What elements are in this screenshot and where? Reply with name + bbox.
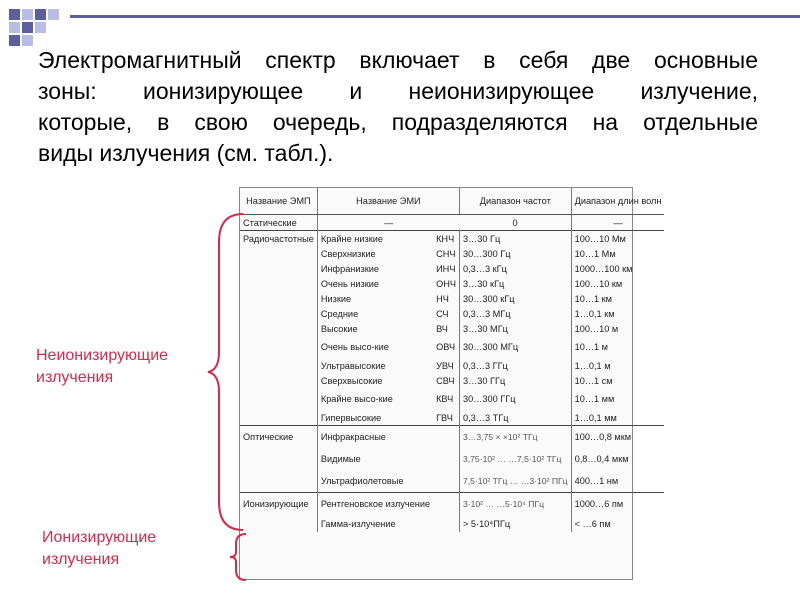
row-wavelength-range: 1000…100 км bbox=[574, 263, 633, 274]
row-emi-name: Сверхнизкие bbox=[320, 248, 376, 259]
row-frequency-range: 3…30 Гц bbox=[459, 231, 571, 247]
brace-non-ionizing bbox=[205, 212, 245, 532]
row-wavelength-range: — bbox=[571, 215, 664, 231]
table-row bbox=[240, 215, 664, 231]
row-emp-name bbox=[240, 515, 317, 532]
row-frequency-range: 0 bbox=[459, 215, 571, 231]
label-line: излучения bbox=[42, 551, 120, 568]
row-emp-name bbox=[240, 336, 317, 358]
row-frequency-range: 3…30 кГц bbox=[459, 276, 571, 291]
row-emp-name: Статические bbox=[240, 215, 317, 231]
row-emp-name: Оптические bbox=[240, 426, 317, 449]
decor-square bbox=[22, 22, 33, 33]
table-row bbox=[240, 246, 664, 261]
row-abbr: ВЧ bbox=[433, 321, 459, 336]
row-wavelength-range: 1…0,1 км bbox=[574, 308, 615, 319]
row-abbr: КНЧ bbox=[433, 231, 459, 247]
row-emp-name: Ионизирующие bbox=[240, 493, 317, 516]
table-row bbox=[240, 261, 664, 276]
row-emi-name: Ультравысокие bbox=[320, 360, 386, 371]
row-wavelength-range: 1000…6 пм bbox=[571, 493, 664, 516]
row-emi-name: Высокие bbox=[320, 323, 358, 334]
row-emi-name: Крайне высо-кие bbox=[320, 394, 393, 404]
row-emi-name: Сверхвысокие bbox=[320, 375, 383, 386]
decor-square bbox=[9, 22, 20, 33]
label-ionizing bbox=[42, 527, 156, 571]
intro-line: виды излучения (см. табл.). bbox=[38, 140, 334, 166]
row-abbr bbox=[433, 515, 459, 532]
row-abbr: СНЧ bbox=[433, 246, 459, 261]
row-emp-name bbox=[240, 388, 317, 410]
row-emi-name: Гипервысокие bbox=[320, 412, 382, 423]
row-frequency-range: 3…3,75 × ×10² ТГц bbox=[459, 426, 571, 449]
row-emp-name bbox=[240, 470, 317, 493]
row-wavelength-range: 0,8…0,4 мкм bbox=[574, 454, 629, 464]
brace-ionizing bbox=[228, 532, 248, 582]
row-frequency-range: 30…300 Гц bbox=[459, 246, 571, 261]
intro-line: зоны: ионизирующее и неионизирующее излучение, bbox=[38, 78, 758, 104]
row-emi-name: Инфранизкие bbox=[320, 263, 379, 274]
row-emi-name: Крайне низкие bbox=[317, 231, 433, 247]
row-emp-name: Радиочастотные bbox=[240, 231, 317, 247]
table-row bbox=[240, 470, 664, 493]
row-frequency-range: 0,3…3 МГц bbox=[459, 306, 571, 321]
row-frequency-range: 3·10² … …5·10⁴ ПГц bbox=[459, 493, 571, 516]
table-row bbox=[240, 336, 664, 358]
row-abbr: СЧ bbox=[433, 306, 459, 321]
decor-square bbox=[22, 35, 33, 46]
row-frequency-range: > 5·10⁴ПГц bbox=[459, 515, 571, 532]
label-non-ionizing bbox=[36, 345, 168, 389]
decor-square bbox=[48, 9, 59, 20]
row-wavelength-range: 100…10 м bbox=[574, 323, 619, 334]
row-emi-name: Средние bbox=[320, 308, 359, 319]
row-emi-name: Ультрафиолетовые bbox=[320, 476, 404, 486]
table-row bbox=[240, 426, 664, 449]
table-row bbox=[240, 291, 664, 306]
decor-square bbox=[35, 9, 46, 20]
row-frequency-range: 7,5·10² ТГц … …3·10² ПГц bbox=[459, 470, 571, 493]
row-abbr: УВЧ bbox=[433, 358, 459, 373]
row-frequency-range: 3,75·10² … …7,5·10² ТГц bbox=[459, 448, 571, 470]
row-emi-name: Видимые bbox=[320, 454, 361, 464]
row-abbr bbox=[433, 493, 459, 516]
row-wavelength-range: 10…1 см bbox=[574, 375, 613, 386]
row-emp-name bbox=[240, 321, 317, 336]
table-row bbox=[240, 276, 664, 291]
table-row bbox=[240, 306, 664, 321]
row-frequency-range: 30…300 кГц bbox=[459, 291, 571, 306]
row-frequency-range: 3…30 МГц bbox=[459, 321, 571, 336]
table-row bbox=[240, 321, 664, 336]
row-wavelength-range: 100…0,8 мкм bbox=[571, 426, 664, 449]
intro-line: которые, в свою очередь, подразделяются на отдельные bbox=[38, 109, 758, 135]
row-emi-name: Рентгеновское излучение bbox=[317, 493, 433, 516]
spectrum-table bbox=[240, 188, 664, 532]
row-emp-name bbox=[240, 246, 317, 261]
decor-square bbox=[9, 35, 20, 46]
row-emi-name: Очень низкие bbox=[320, 278, 379, 289]
decor-square bbox=[9, 9, 20, 20]
row-abbr bbox=[433, 448, 459, 470]
top-rule bbox=[70, 15, 800, 18]
row-wavelength-range: 10…1 км bbox=[574, 293, 612, 304]
table-header: Название ЭМИ bbox=[317, 188, 459, 215]
decor-square bbox=[35, 22, 46, 33]
spectrum-table-image bbox=[239, 187, 662, 580]
row-emp-name bbox=[240, 291, 317, 306]
row-frequency-range: 0,3…3 кГц bbox=[459, 261, 571, 276]
row-frequency-range: 0,3…3 ТГц bbox=[459, 410, 571, 426]
row-wavelength-range: 100…10 км bbox=[574, 278, 623, 289]
row-frequency-range: 30…300 МГц bbox=[459, 336, 571, 358]
row-emi-name: Гамма-излучение bbox=[320, 518, 396, 529]
row-wavelength-range: 400…1 нм bbox=[574, 476, 619, 486]
row-abbr bbox=[433, 426, 459, 449]
row-emi-name: — bbox=[317, 215, 459, 231]
row-abbr: КВЧ bbox=[433, 388, 459, 410]
label-line: излучения bbox=[36, 369, 114, 386]
row-emp-name bbox=[240, 306, 317, 321]
row-abbr: ОНЧ bbox=[433, 276, 459, 291]
table-header: Диапазон частот bbox=[459, 188, 571, 215]
row-emp-name bbox=[240, 276, 317, 291]
label-line: Ионизирующие bbox=[42, 529, 157, 546]
label-line: Неионизирующие bbox=[36, 347, 169, 364]
intro-text bbox=[38, 45, 758, 169]
table-row bbox=[240, 231, 664, 247]
row-emi-name: Очень высо-кие bbox=[320, 342, 389, 352]
row-wavelength-range: 1…0,1 мм bbox=[574, 412, 617, 423]
row-wavelength-range: 100…10 Мм bbox=[571, 231, 664, 247]
table-row bbox=[240, 448, 664, 470]
row-abbr: ИНЧ bbox=[433, 261, 459, 276]
row-frequency-range: 0,3…3 ГГц bbox=[459, 358, 571, 373]
row-wavelength-range: 1…0,1 м bbox=[574, 360, 611, 371]
row-emi-name: Низкие bbox=[320, 293, 352, 304]
row-abbr bbox=[433, 470, 459, 493]
table-row bbox=[240, 410, 664, 426]
row-wavelength-range: 10…1 Мм bbox=[574, 248, 616, 259]
row-wavelength-range: 10…1 мм bbox=[574, 394, 615, 404]
row-wavelength-range: < …6 пм bbox=[574, 518, 611, 529]
intro-line: Электромагнитный спектр включает в себя две основные bbox=[38, 47, 758, 73]
row-abbr: СВЧ bbox=[433, 373, 459, 388]
row-frequency-range: 3…30 ГГц bbox=[459, 373, 571, 388]
row-emp-name bbox=[240, 373, 317, 388]
row-emp-name bbox=[240, 448, 317, 470]
table-row bbox=[240, 358, 664, 373]
row-emi-name: Инфракрасные bbox=[317, 426, 433, 449]
table-row bbox=[240, 493, 664, 516]
row-abbr: ГВЧ bbox=[433, 410, 459, 426]
row-frequency-range: 30…300 ГГц bbox=[459, 388, 571, 410]
row-emp-name bbox=[240, 410, 317, 426]
decor-square bbox=[22, 9, 33, 20]
table-row bbox=[240, 515, 664, 532]
table-header: Диапазон длин волн bbox=[571, 188, 664, 215]
row-emp-name bbox=[240, 358, 317, 373]
row-abbr: ОВЧ bbox=[433, 336, 459, 358]
table-row bbox=[240, 388, 664, 410]
row-wavelength-range: 10…1 м bbox=[574, 342, 608, 352]
row-abbr: НЧ bbox=[433, 291, 459, 306]
table-header: Название ЭМП bbox=[240, 188, 317, 215]
row-emp-name bbox=[240, 261, 317, 276]
table-row bbox=[240, 373, 664, 388]
